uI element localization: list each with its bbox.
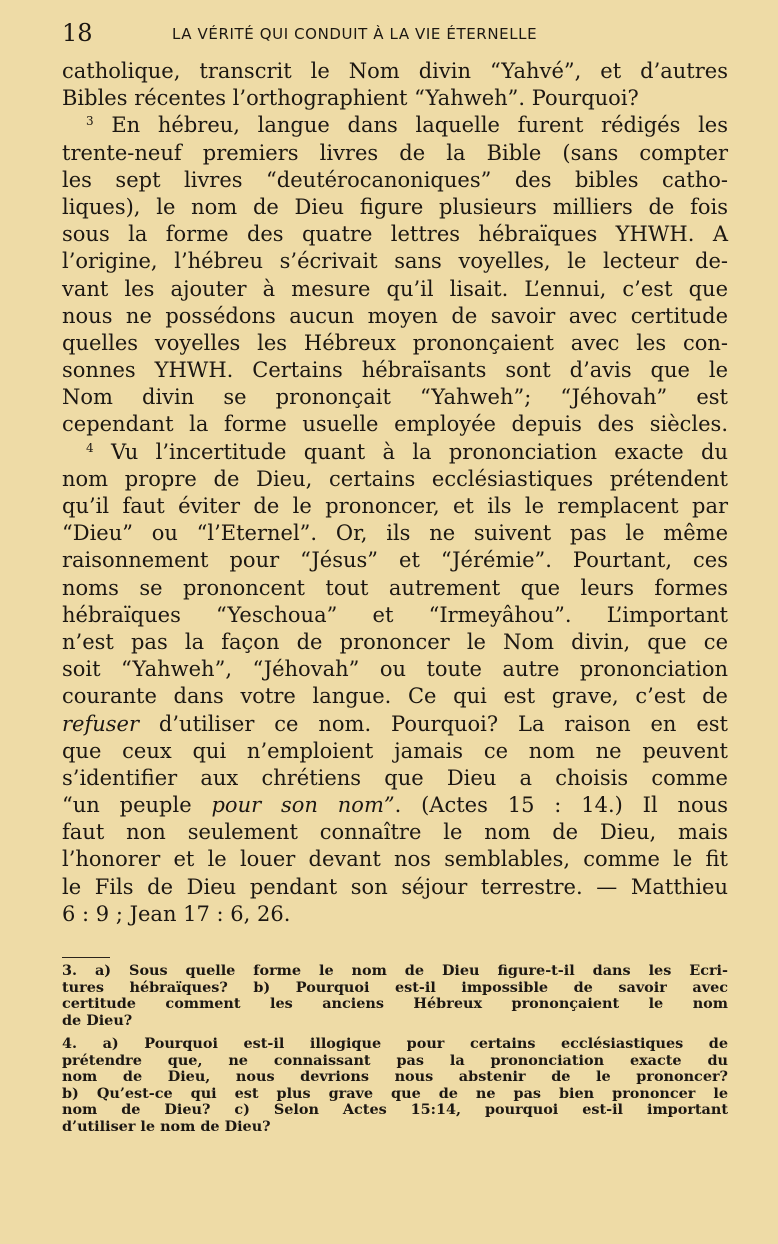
text-line: “un peuple <box>62 793 192 818</box>
footnote-divider <box>62 957 110 958</box>
text-line: liques), le nom de Dieu figure plusieurs milliers de fois <box>62 194 728 219</box>
text-line: trente-neuf premiers livres de la Bible (sans compter <box>62 140 728 165</box>
text-line: Vu l’incertitude quant à la prononciation exacte du <box>110 439 728 464</box>
italic-pour-son-nom: pour son nom” <box>211 793 395 818</box>
study-questions <box>62 963 728 1135</box>
text-line: le Fils de Dieu pendant son séjour terrestre. — Matthieu <box>62 874 728 899</box>
text-line: catholique, transcrit le Nom divin “Yahvé”, et d’autres <box>62 59 728 83</box>
question-line: b) Qu’est-ce qui est plus grave que de ne pas bien prononcer le <box>62 1084 728 1102</box>
question-line: de Dieu? <box>62 1011 133 1029</box>
text-line: courante dans votre langue. Ce qui est grave, c’est de <box>62 684 728 709</box>
text-line: 6 : 9 ; Jean 17 : 6, 26. <box>62 901 291 926</box>
text-line: hébraïques “Yeschoua” et “Irmeyâhou”. L’important <box>62 602 728 627</box>
text-line: faut non seulement connaître le nom de Dieu, mais <box>62 820 728 845</box>
question-line: 4. a) Pourquoi est-il illogique pour certains ecclésiastiques de <box>62 1035 728 1052</box>
text-line: que ceux qui n’emploient jamais ce nom ne peuvent <box>62 738 728 763</box>
text-line: Bibles récentes l’orthographient “Yahweh”. Pourquoi? <box>62 86 639 111</box>
text-line: Nom divin se prononçait “Yahweh”; “Jéhovah” est <box>62 385 728 410</box>
question-line: nom de Dieu, nous devrions nous abstenir de le prononcer? <box>62 1068 728 1085</box>
main-text <box>62 58 728 928</box>
text-line: nom propre de Dieu, certains ecclésiastiques prétendent <box>62 466 728 491</box>
text-line: cependant la forme usuelle employée depuis des siècles. <box>62 412 728 437</box>
text-line: nous ne possédons aucun moyen de savoir avec certitude <box>62 303 728 328</box>
text-line: noms se prononcent tout autrement que leurs formes <box>62 575 728 600</box>
text-line: raisonnement pour “Jésus” et “Jérémie”. Pourtant, ces <box>62 548 728 573</box>
text-line: les sept livres “deutérocanoniques” des bibles catho- <box>62 167 728 192</box>
italic-refuser: refuser <box>62 711 140 736</box>
text-line: qu’il faut éviter de le prononcer, et ils le remplacent par <box>62 494 728 518</box>
text-line: l’honorer et le louer devant nos semblables, comme le fit <box>62 847 728 872</box>
question-line: prétendre que, ne connaissant pas la prononciation exacte du <box>62 1051 728 1069</box>
question-line: nom de Dieu? c) Selon Actes 15:14, pourquoi est-il important <box>62 1101 728 1118</box>
paragraph-number-4: 4 <box>86 440 94 455</box>
text-line: d’utiliser ce nom. Pourquoi? La raison en est <box>158 711 728 736</box>
text-line: “Dieu” ou “l’Eternel”. Or, ils ne suivent pas le même <box>62 521 728 546</box>
text-line: l’origine, l’hébreu s’écrivait sans voyelles, le lecteur de- <box>62 249 728 274</box>
question-line: certitude comment les anciens Hébreux prononçaient le nom <box>62 995 728 1012</box>
paragraph-3-first-line <box>62 112 728 139</box>
text-line-with-italic <box>62 792 728 819</box>
text-line: En hébreu, langue dans laquelle furent rédigés les <box>111 113 728 138</box>
question-line: 3. a) Sous quelle forme le nom de Dieu figure-t-il dans les Ecri- <box>62 962 728 979</box>
text-line: soit “Yahweh”, “Jéhovah” ou toute autre prononciation <box>62 657 728 682</box>
running-title: LA VÉRITÉ QUI CONDUIT À LA VIE ÉTERNELLE <box>172 25 538 43</box>
text-line: vant les ajouter à mesure qu’il lisait. L’ennui, c’est que <box>62 276 728 301</box>
text-line: . (Actes 15 : 14.) Il nous <box>394 793 728 818</box>
text-line: quelles voyelles les Hébreux prononçaient avec les con- <box>62 330 728 355</box>
text-line: n’est pas la façon de prononcer le Nom divin, que ce <box>62 629 728 654</box>
text-line: sonnes YHWH. Certains hébraïsants sont d’avis que le <box>62 358 728 383</box>
question-line: d’utiliser le nom de Dieu? <box>62 1117 271 1135</box>
text-line: sous la forme des quatre lettres hébraïques YHWH. A <box>62 222 728 247</box>
page-number: 18 <box>62 19 93 47</box>
paragraph-number-3: 3 <box>86 114 94 129</box>
paragraph-4-first-line <box>62 439 728 466</box>
text-line: s’identifier aux chrétiens que Dieu a choisis comme <box>62 765 728 790</box>
question-line: tures hébraïques? b) Pourquoi est-il impossible de savoir avec <box>62 978 728 996</box>
page-header <box>62 18 728 48</box>
text-line-with-italic <box>62 711 728 738</box>
